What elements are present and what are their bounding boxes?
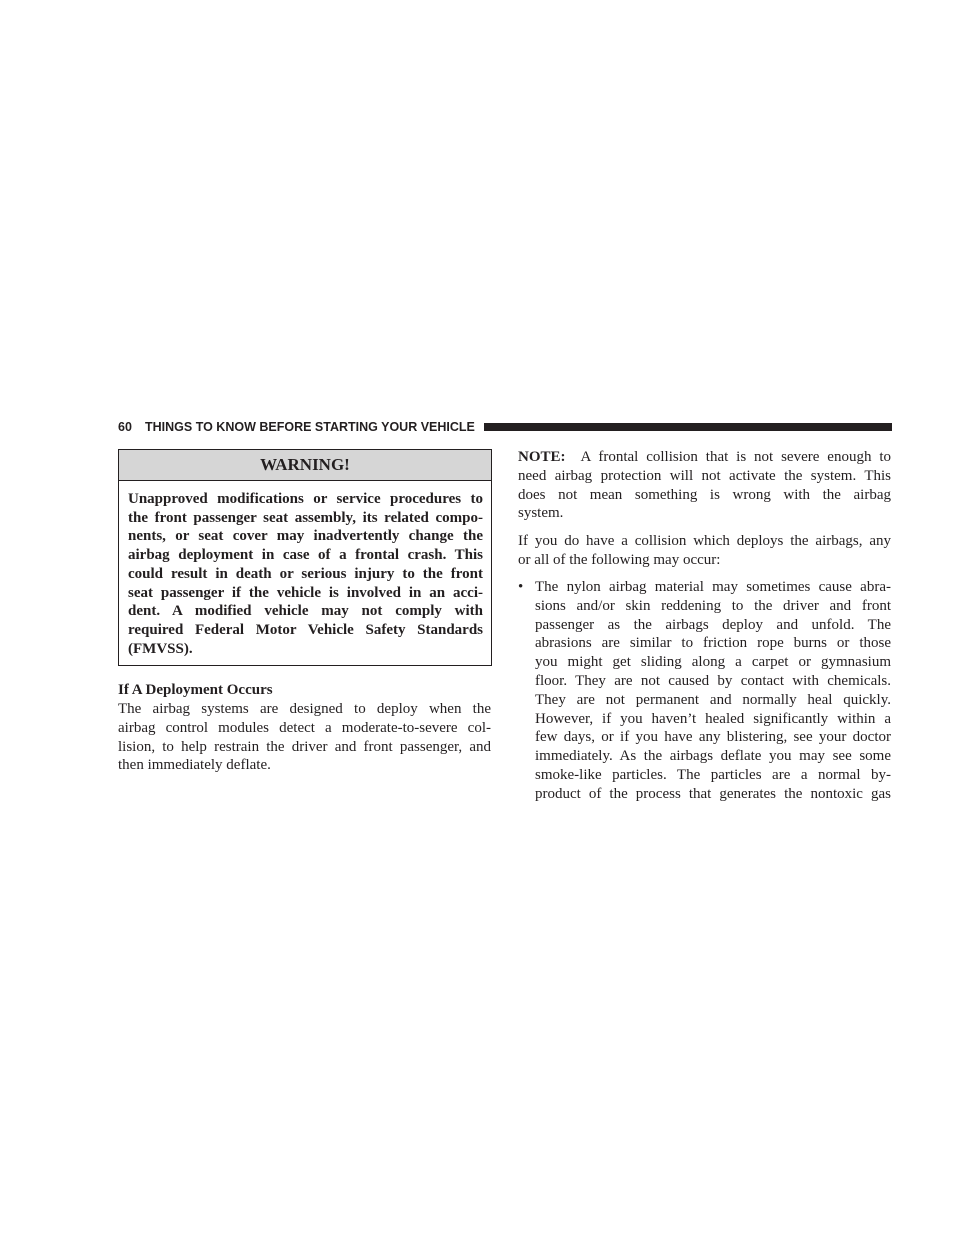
section-title: THINGS TO KNOW BEFORE STARTING YOUR VEHICLE [145,420,475,434]
paragraph-line: floor. They are not caused by contact with chemicals. [535,672,891,689]
warning-line: nents, or seat cover may inadvertently change the [128,528,483,545]
paragraph-line: system. [518,505,564,522]
paragraph-line: passenger as the airbags deploy and unfold. The [535,616,891,633]
note-paragraph [518,448,891,523]
paragraph-line: sions and/or skin reddening to the driver and front [535,597,891,614]
warning-line: the front passenger seat assembly, its related compo- [128,509,483,526]
paragraph-line: lision, to help restrain the driver and front passenger, and [118,738,491,755]
paragraph-line: The airbag systems are designed to deploy when the [118,701,491,717]
paragraph-line: need airbag protection will not activate the system. This [518,467,891,484]
header-rule [484,423,892,431]
note-label: NOTE: [518,449,566,465]
paragraph-line: then immediately deflate. [118,757,271,774]
collision-paragraph [518,532,891,570]
warning-line: dent. A modified vehicle may not comply with [128,603,483,620]
deployment-heading: If A Deployment Occurs [118,682,273,698]
paragraph-line: product of the process that generates the nontoxic gas [535,785,891,802]
warning-line: required Federal Motor Vehicle Safety Standards [128,621,483,638]
warning-line: could result in death or serious injury to the front [128,565,483,582]
warning-line: (FMVSS). [128,640,193,657]
paragraph-line: few days, or if you have any blistering, see your doctor [535,729,891,746]
paragraph-line: immediately. As the airbags deflate you may see some [535,748,891,765]
warning-line: seat passenger if the vehicle is involved in an acci- [128,584,483,601]
bullet-marker: • [518,579,524,595]
paragraph-line: or all of the following may occur: [518,551,721,568]
note-first-line: A frontal collision that is not severe enough to [580,449,891,465]
warning-line: airbag deployment in case of a frontal crash. This [128,547,483,564]
paragraph-line: airbag control modules detect a moderate-to-severe col- [118,719,491,736]
warning-title: WARNING! [119,450,491,481]
paragraph-line: The nylon airbag material may sometimes cause abra- [535,579,891,595]
paragraph-line [518,448,891,467]
paragraph-line: abrasions are similar to friction rope burns or those [535,635,891,652]
paragraph-line: does not mean something is wrong with the airbag [518,486,891,503]
page-header [118,419,892,435]
paragraph-line: smoke-like particles. The particles are a normal by- [535,766,891,783]
warning-box [118,449,492,666]
paragraph-line: They are not permanent and normally heal quickly. [535,691,891,708]
paragraph-line: If you do have a collision which deploys the airbags, any [518,533,891,549]
bullet-text [535,578,891,804]
paragraph-line: However, if you haven’t healed significantly within a [535,710,891,727]
warning-text [128,490,483,658]
page-number: 60 [118,420,132,434]
deployment-paragraph [118,700,491,775]
paragraph-line: you might get sliding along a carpet or gymnasium [535,654,891,671]
warning-line: Unapproved modifications or service procedures to [128,491,483,507]
